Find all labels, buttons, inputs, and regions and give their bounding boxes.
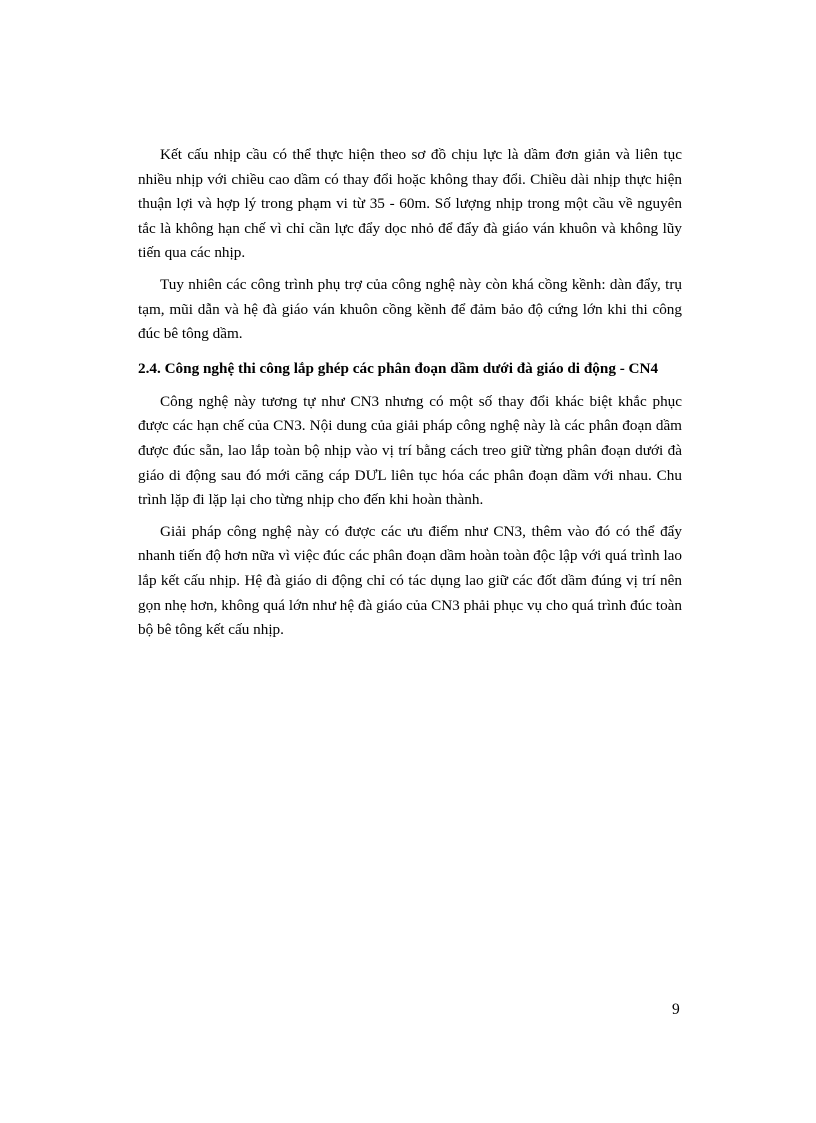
section-heading: 2.4. Công nghệ thi công lắp ghép các phân đoạn dầm dưới đà giáo di động - CN4 [138,359,659,377]
paragraph-cn4-advantages: Giải pháp công nghệ này có được các ưu điểm như CN3, thêm vào đó có thể đẩy nhanh tiến độ hơn nữa vì việc đúc các phân đoạn dầm hoàn toàn độc lập với quá trình lao lắp kết cấu nhịp. Hệ đà giáo di động chỉ có tác dụng lao giữ các đốt dầm đúng vị trí nên gọn nhẹ hơn, không quá lớn như hệ đà giáo của CN3 phải phục vụ cho quá trình đúc toàn bộ bê tông kết cấu nhịp. [138,522,682,639]
paragraph-auxiliary-works: Tuy nhiên các công trình phụ trợ của công nghệ này còn khá cồng kềnh: dàn đẩy, trụ tạm, mũi dẫn và hệ đà giáo ván khuôn cồng kềnh để đảm bảo độ cứng lớn khi thi công đúc bê tông dầm. [138,275,682,343]
paragraph-span-structure: Kết cấu nhịp cầu có thể thực hiện theo sơ đồ chịu lực là dầm đơn giản và liên tục nhiều nhịp với chiều cao dầm có thay đổi hoặc không thay đổi. Chiều dài nhịp thực hiện thuận lợi và hợp lý trong phạm vi từ 35 - 60m. Số lượng nhịp trong một cầu về nguyên tắc là không hạn chế vì chỉ cần lực đẩy dọc nhỏ để đẩy đà giáo ván khuôn và không lũy tiến qua các nhịp. [138,146,682,262]
page-number: 9 [672,1001,680,1018]
paragraph-cn4-description: Công nghệ này tương tự như CN3 nhưng có một số thay đổi khác biệt khắc phục được các hạn chế của CN3. Nội dung của giải pháp công nghệ này là các phân đoạn dầm được đúc sẵn, lao lắp toàn bộ nhịp vào vị trí bằng cách treo giữ từng phân đoạn dưới đà giáo di động sau đó mới căng cáp DƯL liên tục hóa các phân đoạn dầm với nhau. Chu trình lặp đi lặp lại cho từng nhịp cho đến khi hoàn thành. [138,392,682,509]
document-body [138,143,682,650]
